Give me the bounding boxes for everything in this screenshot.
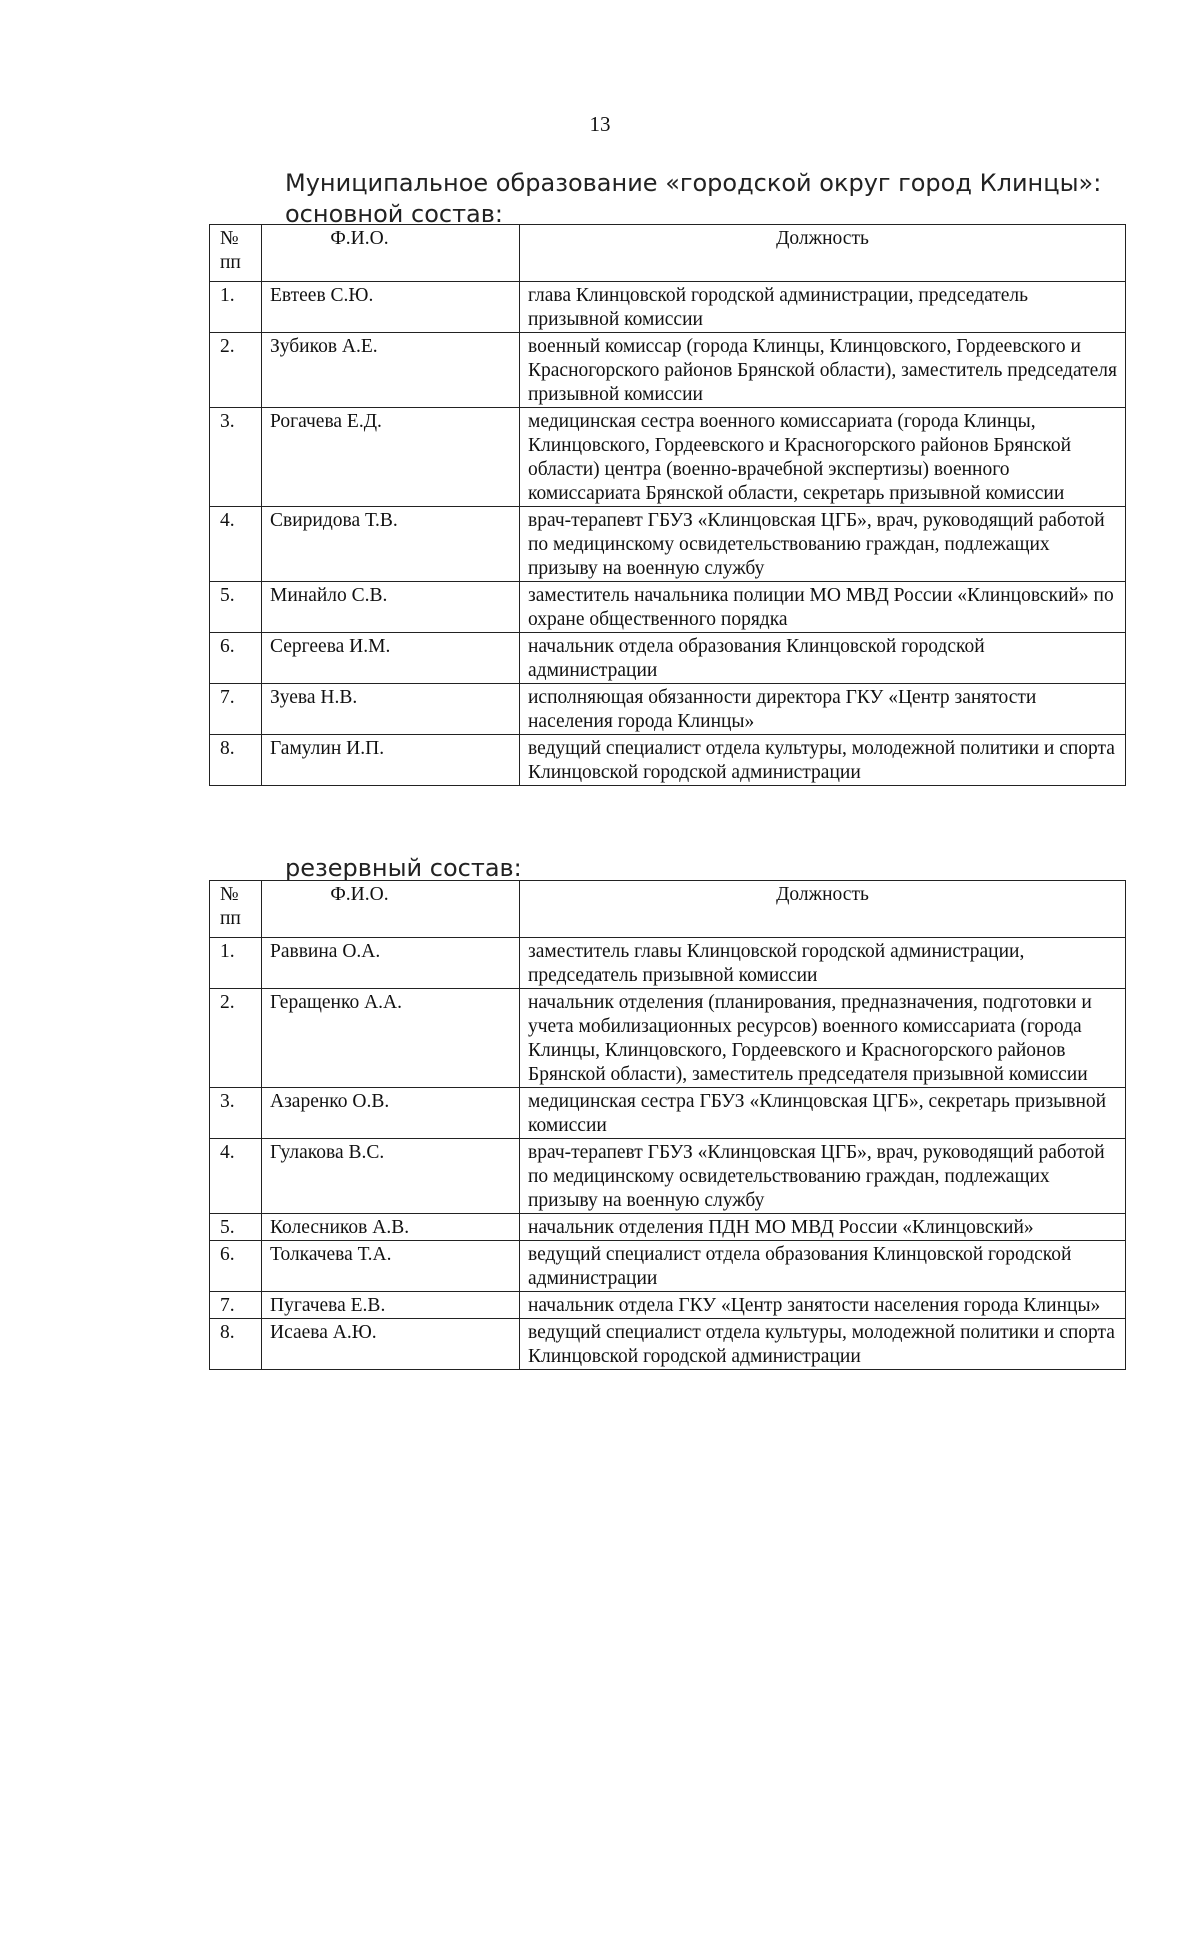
row-position: врач-терапевт ГБУЗ «Клинцовская ЦГБ», врач, руководящий работой по медицинскому освидетельствованию граждан, подлежащих призыву на военную службу bbox=[520, 1139, 1126, 1214]
table-row bbox=[210, 633, 1126, 684]
table-row bbox=[210, 1292, 1126, 1319]
row-name: Колесников А.В. bbox=[262, 1214, 520, 1241]
row-name: Исаева А.Ю. bbox=[262, 1319, 520, 1370]
main-composition-heading: основной состав: bbox=[285, 200, 503, 228]
header-number: № пп bbox=[210, 225, 262, 282]
row-name: Раввина О.А. bbox=[262, 938, 520, 989]
row-number: 7. bbox=[210, 1292, 262, 1319]
table-row bbox=[210, 938, 1126, 989]
reserve-composition-heading: резервный состав: bbox=[285, 854, 522, 882]
row-number: 7. bbox=[210, 684, 262, 735]
row-name: Геращенко А.А. bbox=[262, 989, 520, 1088]
row-number: 8. bbox=[210, 735, 262, 786]
table-header-row bbox=[210, 881, 1126, 938]
table-row bbox=[210, 735, 1126, 786]
row-position: ведущий специалист отдела образования Клинцовской городской администрации bbox=[520, 1241, 1126, 1292]
row-number: 2. bbox=[210, 333, 262, 408]
row-position: начальник отделения (планирования, предназначения, подготовки и учета мобилизационных ресурсов) военного комиссариата (города Клинцы, Клинцовского, Гордеевского и Красногорского районов Брянской области), заместитель председателя призывной комиссии bbox=[520, 989, 1126, 1088]
row-name: Свиридова Т.В. bbox=[262, 507, 520, 582]
row-position: врач-терапевт ГБУЗ «Клинцовская ЦГБ», врач, руководящий работой по медицинскому освидетельствованию граждан, подлежащих призыву на военную службу bbox=[520, 507, 1126, 582]
row-number: 3. bbox=[210, 1088, 262, 1139]
table-row bbox=[210, 408, 1126, 507]
row-name: Зубиков А.Е. bbox=[262, 333, 520, 408]
document-title: Муниципальное образование «городской округ город Клинцы»: bbox=[285, 169, 1102, 197]
row-name: Гамулин И.П. bbox=[262, 735, 520, 786]
row-position: начальник отдела образования Клинцовской городской администрации bbox=[520, 633, 1126, 684]
table-header-row bbox=[210, 225, 1126, 282]
row-name: Сергеева И.М. bbox=[262, 633, 520, 684]
table-row bbox=[210, 507, 1126, 582]
row-number: 3. bbox=[210, 408, 262, 507]
header-name: Ф.И.О. bbox=[262, 881, 520, 938]
row-position: ведущий специалист отдела культуры, молодежной политики и спорта Клинцовской городской администрации bbox=[520, 1319, 1126, 1370]
row-name: Зуева Н.В. bbox=[262, 684, 520, 735]
header-position: Должность bbox=[520, 881, 1126, 938]
row-number: 6. bbox=[210, 1241, 262, 1292]
row-number: 8. bbox=[210, 1319, 262, 1370]
row-position: военный комиссар (города Клинцы, Клинцовского, Гордеевского и Красногорского районов Брянской области), заместитель председателя призывной комиссии bbox=[520, 333, 1126, 408]
table-row bbox=[210, 282, 1126, 333]
table-row bbox=[210, 333, 1126, 408]
row-number: 4. bbox=[210, 1139, 262, 1214]
row-position: начальник отделения ПДН МО МВД России «Клинцовский» bbox=[520, 1214, 1126, 1241]
row-name: Азаренко О.В. bbox=[262, 1088, 520, 1139]
row-name: Толкачева Т.А. bbox=[262, 1241, 520, 1292]
row-name: Гулакова В.С. bbox=[262, 1139, 520, 1214]
table-row bbox=[210, 1214, 1126, 1241]
row-position: глава Клинцовской городской администрации, председатель призывной комиссии bbox=[520, 282, 1126, 333]
page-number: 13 bbox=[589, 112, 611, 136]
row-number: 2. bbox=[210, 989, 262, 1088]
row-number: 6. bbox=[210, 633, 262, 684]
header-position: Должность bbox=[520, 225, 1126, 282]
table-row bbox=[210, 582, 1126, 633]
reserve-table-body bbox=[210, 938, 1126, 1370]
main-table-body bbox=[210, 282, 1126, 786]
row-name: Пугачева Е.В. bbox=[262, 1292, 520, 1319]
row-name: Минайло С.В. bbox=[262, 582, 520, 633]
row-position: начальник отдела ГКУ «Центр занятости населения города Клинцы» bbox=[520, 1292, 1126, 1319]
table-row bbox=[210, 1139, 1126, 1214]
header-name: Ф.И.О. bbox=[262, 225, 520, 282]
row-number: 1. bbox=[210, 282, 262, 333]
row-name: Рогачева Е.Д. bbox=[262, 408, 520, 507]
row-position: исполняющая обязанности директора ГКУ «Центр занятости населения города Клинцы» bbox=[520, 684, 1126, 735]
table-row bbox=[210, 1088, 1126, 1139]
row-position: заместитель начальника полиции МО МВД России «Клинцовский» по охране общественного порядка bbox=[520, 582, 1126, 633]
reserve-composition-table bbox=[209, 880, 1126, 1370]
table-row bbox=[210, 1241, 1126, 1292]
row-name: Евтеев С.Ю. bbox=[262, 282, 520, 333]
row-number: 5. bbox=[210, 582, 262, 633]
table-row bbox=[210, 1319, 1126, 1370]
row-position: медицинская сестра военного комиссариата (города Клинцы, Клинцовского, Гордеевского и Красногорского районов Брянской области) центра (военно-врачебной экспертизы) военного комиссариата Брянской области, секретарь призывной комиссии bbox=[520, 408, 1126, 507]
main-composition-table bbox=[209, 224, 1126, 786]
row-number: 1. bbox=[210, 938, 262, 989]
header-number: № пп bbox=[210, 881, 262, 938]
row-number: 5. bbox=[210, 1214, 262, 1241]
table-row bbox=[210, 684, 1126, 735]
table-row bbox=[210, 989, 1126, 1088]
row-position: медицинская сестра ГБУЗ «Клинцовская ЦГБ», секретарь призывной комиссии bbox=[520, 1088, 1126, 1139]
row-position: ведущий специалист отдела культуры, молодежной политики и спорта Клинцовской городской администрации bbox=[520, 735, 1126, 786]
row-number: 4. bbox=[210, 507, 262, 582]
row-position: заместитель главы Клинцовской городской администрации, председатель призывной комиссии bbox=[520, 938, 1126, 989]
